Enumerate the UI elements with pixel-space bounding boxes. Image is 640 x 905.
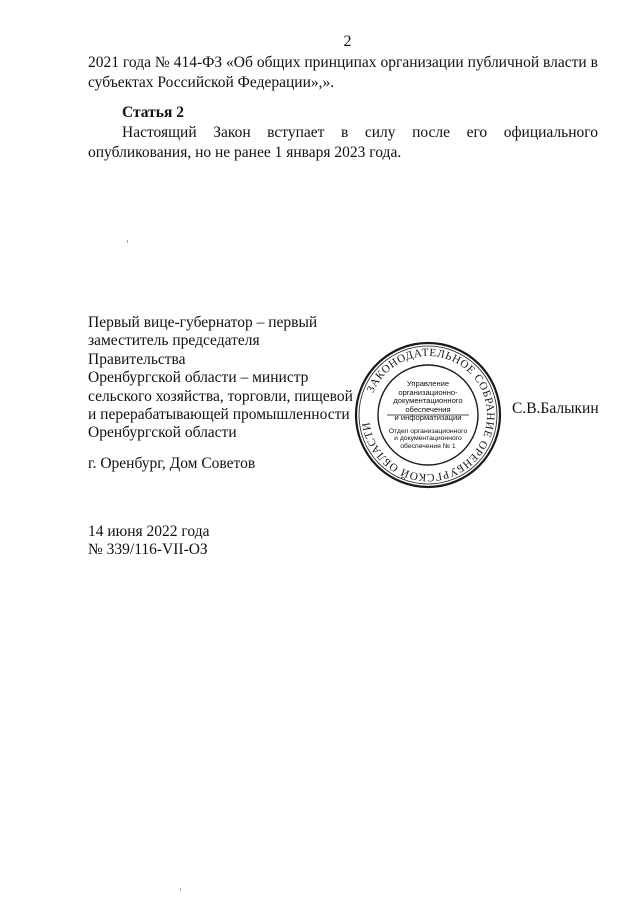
seal-line: обеспечения xyxy=(405,404,451,414)
seal-line: обеспечения № 1 xyxy=(400,442,456,450)
official-seal xyxy=(353,340,503,490)
signer-name: С.В.Балыкин xyxy=(512,400,599,417)
seal-inner-text xyxy=(353,340,503,490)
seal-line: Отдел организационного xyxy=(388,427,468,435)
scan-speck xyxy=(127,240,128,243)
scan-speck xyxy=(180,888,181,891)
seal-line: и информатизации xyxy=(394,413,462,423)
signer-line: Оренбургской области – министр xyxy=(88,369,309,387)
signer-title xyxy=(88,314,353,443)
signing-date: 14 июня 2022 года xyxy=(88,523,210,540)
paragraph-continuation: 2021 года № 414-ФЗ «Об общих принципах организации публичной власти в субъектах Российской Федерации»,». xyxy=(88,54,598,91)
signer-line: Оренбургской области xyxy=(88,424,237,442)
seal-line: организационно- xyxy=(398,387,458,397)
law-number: № 339/116-VII-ОЗ xyxy=(88,541,208,559)
signing-place: г. Оренбург, Дом Советов xyxy=(88,455,256,472)
paragraph-article-2: Настоящий Закон вступает в силу после его официального опубликования, но не ранее 1 января 2023 года. xyxy=(88,124,598,161)
seal-line: и документационного xyxy=(394,435,462,443)
seal-line: документационного xyxy=(393,396,463,406)
signer-line: сельского хозяйства, торговли, пищевой xyxy=(88,387,353,405)
signer-line: заместитель председателя Правительства xyxy=(88,332,260,368)
seal-ring-text: ЗАКОНОДАТЕЛЬНОЕ СОБРАНИЕ ОРЕНБУРГСКОЙ ОБЛАСТИ xyxy=(360,346,497,484)
article-title: Статья 2 xyxy=(122,104,184,121)
signer-line: Первый вице-губернатор – первый xyxy=(88,314,318,331)
seal-line: Управление xyxy=(406,378,450,388)
page-number: 2 xyxy=(343,33,352,50)
signer-line: и перерабатывающей промышленности xyxy=(88,406,350,424)
date-and-number xyxy=(88,523,209,560)
